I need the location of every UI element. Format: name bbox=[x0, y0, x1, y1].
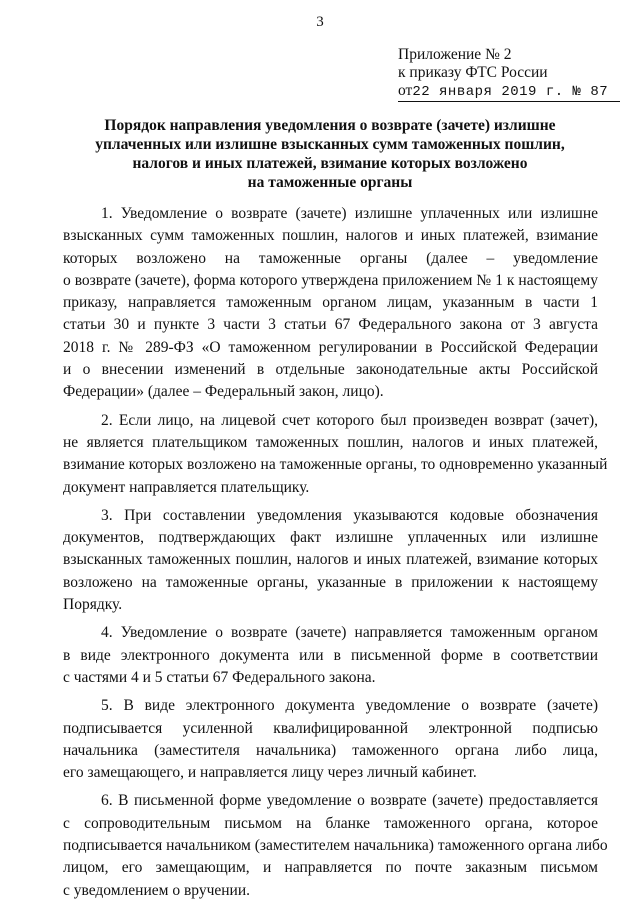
title-line: на таможенные органы bbox=[247, 174, 413, 191]
title-line: Порядок направления уведомления о возврате (зачете) излишне bbox=[104, 117, 556, 134]
title-line: налогов и иных платежей, взимание которых возложено bbox=[132, 155, 528, 172]
paragraph-line: 2. Если лицо, на лицевой счет которого был произведен возврат (зачет), bbox=[101, 411, 598, 429]
paragraph-line: документ направляется плательщику. bbox=[63, 478, 310, 496]
paragraph-line: его замещающего, и направляется лицу через личный кабинет. bbox=[63, 764, 477, 782]
appendix-header bbox=[398, 46, 628, 102]
paragraph-line: 6. В письменной форме уведомление о возврате (зачете) предоставляется bbox=[101, 792, 598, 810]
paragraph-line: лицом, его замещающим, и направляется по почте заказным письмом bbox=[63, 859, 598, 877]
paragraph-line: документов, подтверждающих факт излишне уплаченных или излишне bbox=[63, 529, 598, 547]
paragraph-line: 5. В виде электронного документа уведомление о возврате (зачете) bbox=[101, 697, 598, 715]
appendix-number: Приложение № 2 bbox=[398, 46, 512, 63]
paragraph-line: не является плательщиком таможенных пошлин, налогов и иных платежей, bbox=[63, 433, 598, 451]
appendix-date-value: 22 января 2019 г. № 87 bbox=[412, 84, 609, 100]
appendix-order-date bbox=[398, 82, 628, 102]
paragraph-line: возложено на таможенные органы, указанные в приложении к настоящему bbox=[63, 573, 598, 591]
paragraph-line: с сопроводительным письмом на бланке таможенного органа, которое bbox=[63, 814, 598, 832]
paragraph-line: с частями 4 и 5 статьи 67 Федерального закона. bbox=[63, 668, 376, 686]
paragraph-line: приказу, направляется таможенным органом лицам, указанным в части 1 bbox=[63, 294, 598, 312]
paragraph-line: 4. Уведомление о возврате (зачете) направляется таможенным органом bbox=[101, 624, 598, 642]
paragraph-line: статьи 30 и пункте 3 части 3 статьи 67 Федерального закона от 3 августа bbox=[63, 316, 598, 334]
appendix-order-reference: к приказу ФТС России bbox=[398, 64, 548, 81]
paragraph-line: 2018 г. № 289-ФЗ «О таможенном регулировании в Российской Федерации bbox=[63, 338, 598, 356]
paragraph-line: с уведомлением о вручении. bbox=[63, 881, 250, 899]
paragraph-line: которых возложено на таможенные органы (далее – уведомление bbox=[63, 249, 598, 267]
paragraph-line: Федерации» (далее – Федеральный закон, лицо). bbox=[63, 383, 384, 401]
paragraph-line: 3. При составлении уведомления указываются кодовые обозначения bbox=[101, 506, 598, 524]
paragraph-line: подписывается усиленной квалифицированной электронной подписью bbox=[63, 719, 598, 737]
paragraph-line: и о внесении изменений в отдельные законодательные акты Российской bbox=[63, 361, 598, 379]
paragraph-line: взысканных сумм таможенных пошлин, налогов и иных платежей, взимание bbox=[63, 227, 598, 245]
paragraph-line: Порядку. bbox=[63, 596, 123, 614]
paragraph-line: в виде электронного документа или в письменной форме в соответствии bbox=[63, 646, 598, 664]
paragraph-3 bbox=[63, 505, 598, 616]
page-number: 3 bbox=[316, 14, 324, 30]
paragraph-line: взысканных таможенных пошлин, налогов и иных платежей, взимание которых bbox=[63, 551, 598, 569]
document-body bbox=[63, 203, 608, 908]
paragraph-line: взимание которых возложено на таможенные органы, то одновременно указанный bbox=[63, 456, 608, 474]
paragraph-5 bbox=[63, 695, 598, 784]
paragraph-line: подписывается начальником (заместителем начальника) таможенного органа либо bbox=[63, 837, 608, 855]
paragraph-6 bbox=[63, 790, 608, 901]
title-line: уплаченных или излишне взысканных сумм таможенных пошлин, bbox=[95, 136, 565, 153]
paragraph-line: о возврате (зачете), форма которого утверждена приложением № 1 к настоящему bbox=[63, 271, 598, 289]
paragraph-line: начальника (заместителя начальника) таможенного органа либо лица, bbox=[63, 741, 598, 759]
paragraph-line: 1. Уведомление о возврате (зачете) излишне уплаченных или излишне bbox=[101, 205, 598, 222]
paragraph-2 bbox=[63, 410, 608, 499]
paragraph-4 bbox=[63, 622, 598, 689]
appendix-date-prefix: от bbox=[398, 82, 413, 99]
document-title bbox=[60, 116, 600, 192]
paragraph-1 bbox=[63, 203, 598, 404]
